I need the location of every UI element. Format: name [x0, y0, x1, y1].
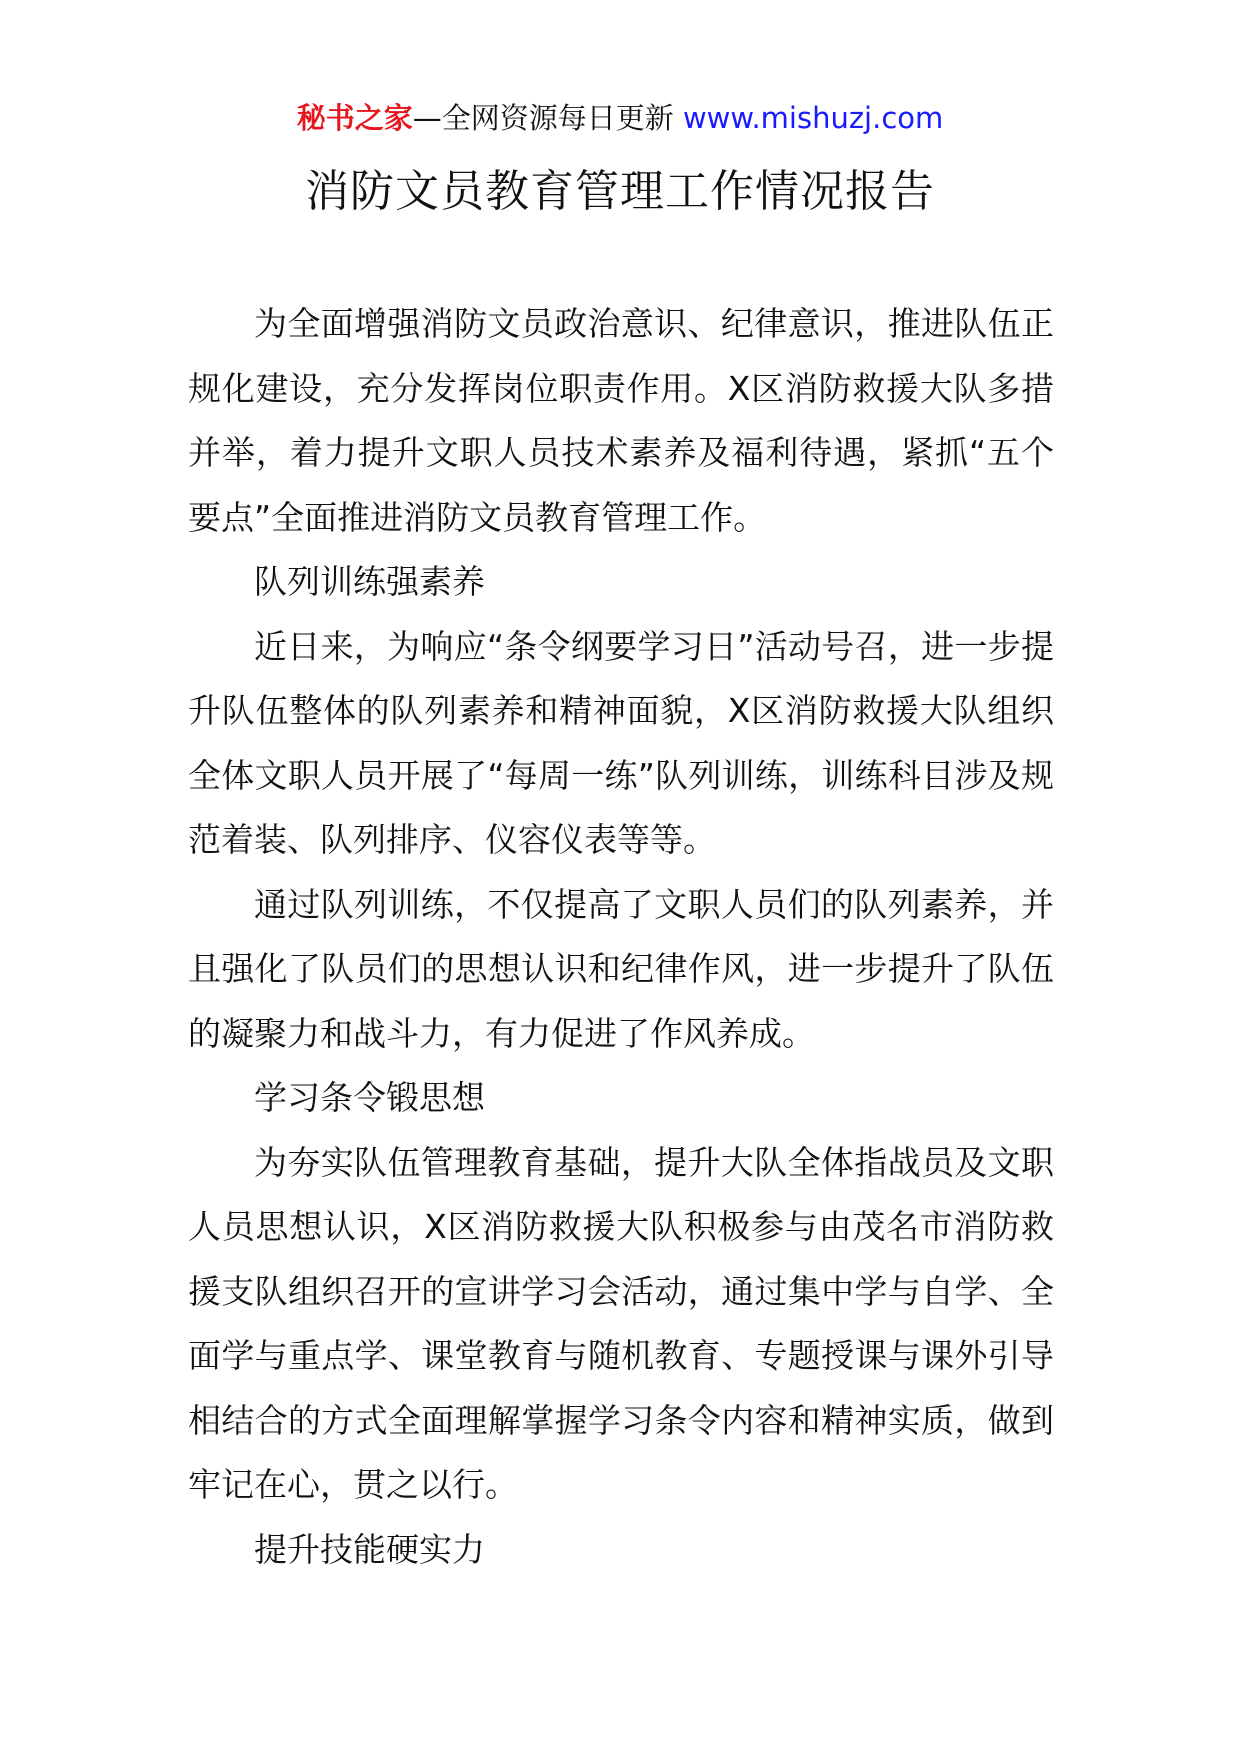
site-header — [0, 98, 1240, 138]
site-tagline: —全网资源每日更新 — [412, 101, 674, 135]
intro-paragraph: 为全面增强消防文员政治意识、纪律意识，推进队伍正规化建设，充分发挥岗位职责作用。X区消防救援大队多措并举，着力提升文职人员技术素养及福利待遇，紧抓“五个要点”全面推进消防文员教育管理工作。 — [188, 304, 1054, 537]
section-heading-study: 学习条令锻思想 — [254, 1078, 485, 1117]
section-heading-drill: 队列训练强素养 — [254, 562, 485, 601]
site-brand: 秘书之家 — [296, 101, 413, 135]
document-title: 消防文员教育管理工作情况报告 — [305, 166, 935, 217]
document-body — [188, 292, 1054, 1582]
body-paragraph: 近日来，为响应“条令纲要学习日”活动号召，进一步提升队伍整体的队列素养和精神面貌，X区消防救援大队组织全体文职人员开展了“每周一练”队列训练，训练科目涉及规范着装、队列排序、仪容仪表等等。 — [188, 626, 1054, 859]
body-paragraph: 为夯实队伍管理教育基础，提升大队全体指战员及文职人员思想认识，X区消防救援大队积极参与由茂名市消防救援支队组织召开的宣讲学习会活动，通过集中学与自学、全面学与重点学、课堂教育与随机教育、专题授课与课外引导相结合的方式全面理解掌握学习条令内容和精神实质，做到牢记在心，贯之以行。 — [188, 1142, 1054, 1504]
section-heading-skills: 提升技能硬实力 — [254, 1529, 485, 1569]
site-url-link[interactable]: www.mishuzj.com — [682, 101, 944, 135]
body-paragraph: 通过队列训练，不仅提高了文职人员们的队列素养，并且强化了队员们的思想认识和纪律作风，进一步提升了队伍的凝聚力和战斗力，有力促进了作风养成。 — [188, 884, 1054, 1053]
